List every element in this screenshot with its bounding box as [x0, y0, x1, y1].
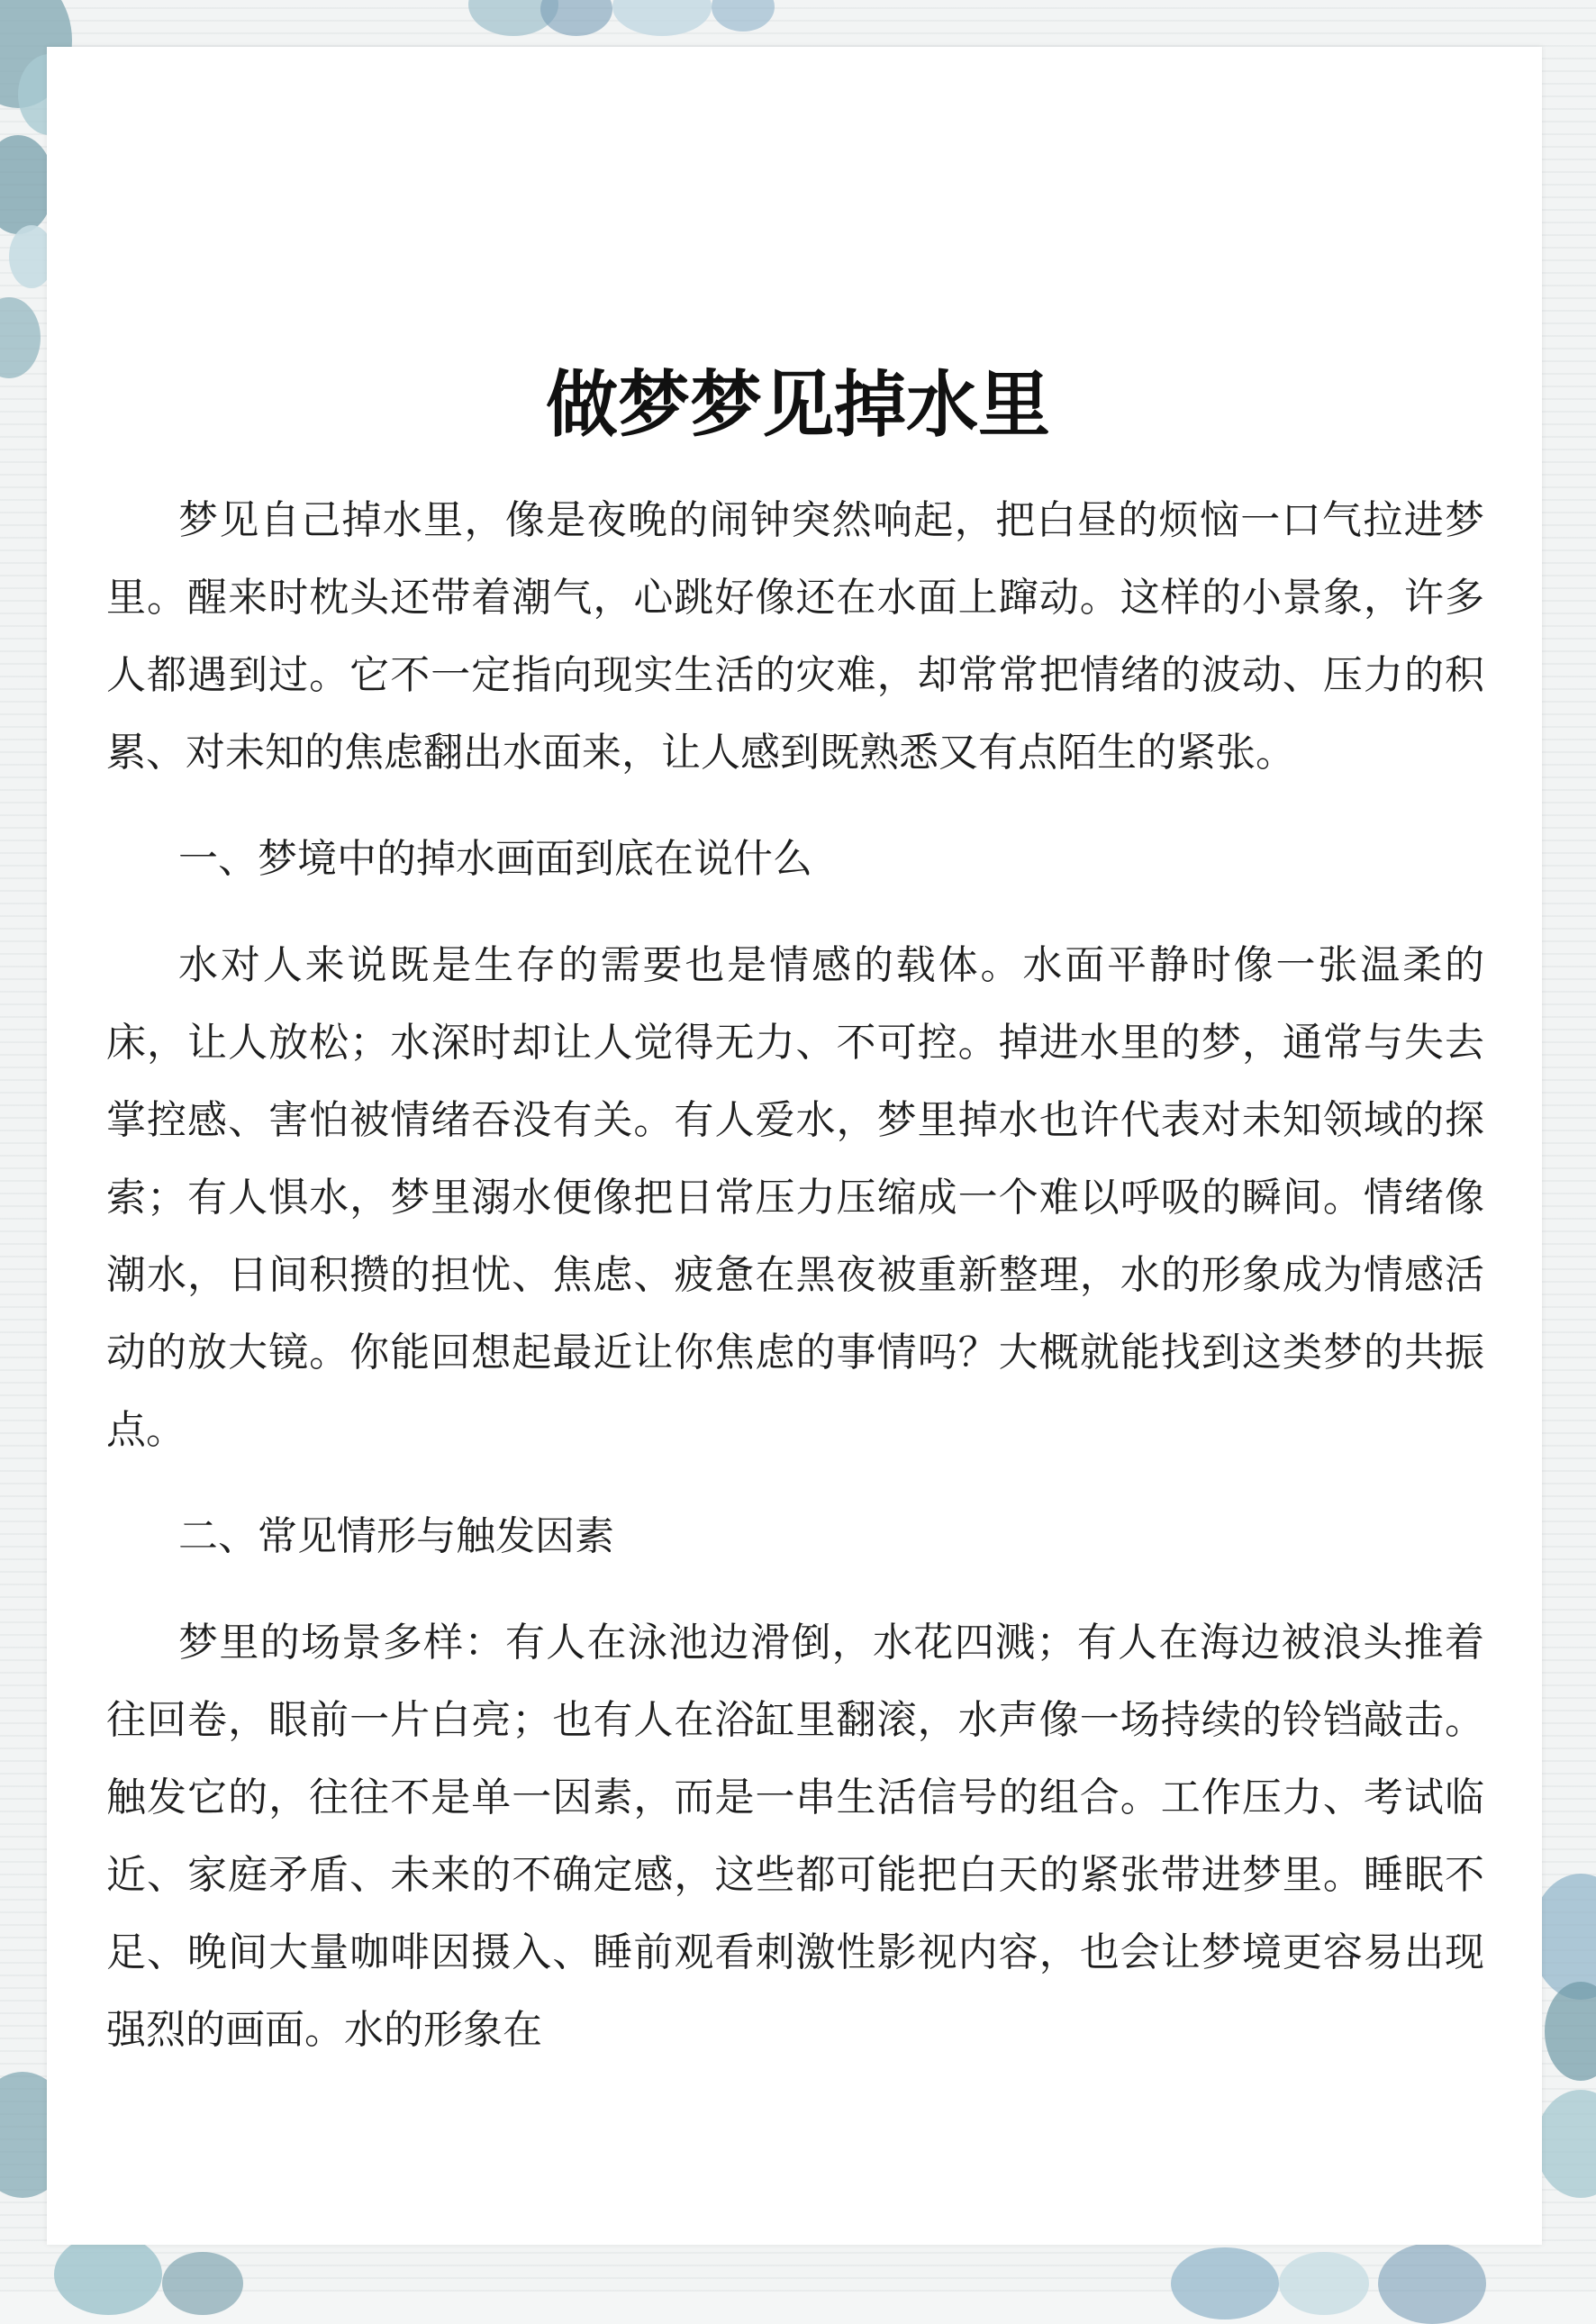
section-paragraph-2: 梦里的场景多样：有人在泳池边滑倒，水花四溅；有人在海边被浪头推着往回卷，眼前一片白亮；也有人在浴缸里翻滚，水声像一场持续的铃铛敲击。触发它的，往往不是单一因素，而是一串生活信号的组合。工作压力、考试临近、家庭矛盾、未来的不确定感，这些都可能把白天的紧张带进梦里。睡眠不足、晚间大量咖啡因摄入、睡前观看刺激性影视内容，也会让梦境更容易出现强烈的画面。水的形象在 — [106, 1620, 1484, 2053]
section-heading-1: 一、梦境中的掉水画面到底在说什么 — [178, 836, 812, 882]
petal-decoration — [1545, 1982, 1596, 2081]
article-body — [106, 482, 1484, 2069]
petal-decoration — [540, 0, 612, 36]
petal-decoration — [712, 0, 775, 32]
page-title: 做梦梦见掉水里 — [546, 363, 1050, 447]
petal-decoration — [1171, 2247, 1279, 2319]
petal-decoration — [0, 135, 54, 234]
petal-decoration — [54, 2234, 162, 2315]
petal-decoration — [612, 0, 712, 36]
section-paragraph-1: 水对人来说既是生存的需要也是情感的载体。水面平静时像一张温柔的床，让人放松；水深时却让人觉得无力、不可控。掉进水里的梦，通常与失去掌控感、害怕被情绪吞没有关。有人爱水，梦里掉水也许代表对未知领域的探索；有人惧水，梦里溺水便像把日常压力压缩成一个难以呼吸的瞬间。情绪像潮水，日间积攒的担忧、焦虑、疲惫在黑夜被重新整理，水的形象成为情感活动的放大镜。你能回想起最近让你焦虑的事情吗？大概就能找到这类梦的共振点。 — [106, 942, 1484, 1453]
section-heading-2: 二、常见情形与触发因素 — [178, 1513, 614, 1559]
petal-decoration — [1378, 2243, 1486, 2324]
petal-decoration — [1536, 2090, 1596, 2198]
intro-paragraph: 梦见自己掉水里，像是夜晚的闹钟突然响起，把白昼的烦恼一口气拉进梦里。醒来时枕头还带着潮气，心跳好像还在水面上蹿动。这样的小景象，许多人都遇到过。它不一定指向现实生活的灾难，却常常把情绪的波动、压力的积累、对未知的焦虑翻出水面来，让人感到既熟悉又有点陌生的紧张。 — [106, 497, 1484, 776]
petal-decoration — [162, 2252, 243, 2315]
petal-decoration — [1279, 2252, 1369, 2315]
